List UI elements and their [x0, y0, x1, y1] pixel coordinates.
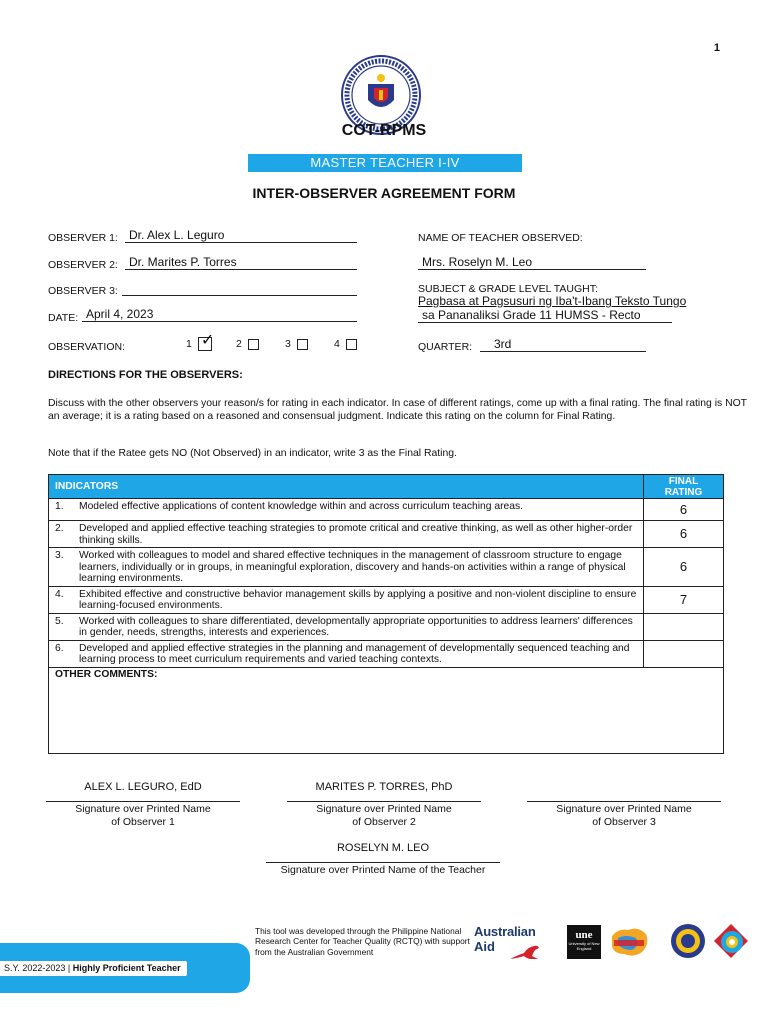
- page-number: 1: [713, 42, 720, 54]
- observer2-field[interactable]: Dr. Marites P. Torres: [125, 256, 357, 270]
- document-title: COT-RPMS: [341, 122, 427, 139]
- footer-credit: This tool was developed through the Philippine National Research Center for Teacher Quality (RCTQ) with support from the Australian Government: [255, 926, 470, 957]
- date-label: DATE:: [48, 312, 79, 324]
- teacher-signature-name: ROSELYN M. LEO: [336, 842, 430, 854]
- observer1-signature-caption: [46, 803, 240, 828]
- other-comments-row: [49, 667, 724, 753]
- observer1-caption-line1: Signature over Printed Name: [75, 803, 211, 815]
- une-logo-subtitle: University of New England: [568, 941, 600, 951]
- rating-cell[interactable]: 6: [644, 499, 724, 521]
- indicator-cell: [49, 548, 644, 587]
- level-banner: MASTER TEACHER I-IV: [248, 154, 522, 172]
- indicator-text: Modeled effective applications of content knowledge within and across curriculum teaching areas.: [79, 501, 523, 512]
- subject-field-line1[interactable]: Pagbasa at Pagsusuri ng Iba't-Ibang Teksto Tungo: [418, 294, 687, 308]
- subject-field-line2[interactable]: sa Pananaliksi Grade 11 HUMSS - Recto: [418, 309, 672, 323]
- table-header-row: [49, 475, 724, 499]
- australian-aid-logo: [474, 924, 554, 964]
- observation-option-4-label: 4: [334, 338, 340, 350]
- final-rating-header: [644, 475, 724, 499]
- indicator-text: Exhibited effective and constructive behavior management skills by applying a positive and non-violent discipline to ensure learning-focused environments.: [79, 588, 637, 611]
- teacher-level: Highly Proficient Teacher: [72, 963, 181, 973]
- other-comments-label: OTHER COMMENTS:: [55, 668, 158, 680]
- indicator-text: Developed and applied effective teaching strategies to promote critical and creative thinking, as well as other higher-order thinking skills.: [79, 523, 633, 546]
- simerr-map-icon: [608, 924, 650, 960]
- observation-option-1-label: 1: [186, 338, 192, 350]
- table-row: [49, 521, 724, 548]
- indicator-text: Worked with colleagues to share differentiated, developmentally appropriate opportunities to address learners' differences in gender, needs, strengths, interests and experiences.: [79, 615, 633, 638]
- indicators-header: INDICATORS: [49, 475, 644, 499]
- school-year: S.Y. 2022-2023 |: [4, 963, 71, 973]
- observation-label: OBSERVATION:: [48, 341, 126, 353]
- observer2-caption-line2: of Observer 2: [352, 815, 416, 828]
- australian-aid-line1: Australian: [474, 924, 536, 939]
- indicator-number: 3.: [55, 550, 64, 561]
- rating-cell[interactable]: [644, 640, 724, 667]
- observation-checkbox-3[interactable]: [297, 339, 308, 350]
- indicator-number: 4.: [55, 588, 64, 600]
- indicators-table: [48, 474, 724, 754]
- subject-label: SUBJECT & GRADE LEVEL TAUGHT:: [418, 283, 598, 295]
- observer2-signature-name: MARITES P. TORRES, PhD: [315, 781, 453, 793]
- observer2-signature-line[interactable]: [287, 801, 481, 802]
- observer3-caption-line2: of Observer 3: [592, 815, 656, 828]
- observation-checkbox-1[interactable]: [198, 332, 215, 351]
- footer-level-strip: [0, 961, 187, 976]
- kangaroo-icon: [508, 943, 548, 961]
- checkmark-icon: ✓: [200, 332, 215, 349]
- observation-option-1[interactable]: [186, 332, 215, 351]
- indicator-cell: [49, 499, 644, 521]
- indicator-number: 2.: [55, 523, 64, 534]
- form-title: INTER-OBSERVER AGREEMENT FORM: [252, 185, 516, 201]
- final-rating-header-line2: RATING: [664, 486, 703, 498]
- observation-option-4[interactable]: [334, 338, 357, 350]
- rating-cell[interactable]: 7: [644, 586, 724, 613]
- final-rating-header-line1: FINAL: [668, 475, 699, 487]
- rating-cell[interactable]: 6: [644, 521, 724, 548]
- table-row: [49, 499, 724, 521]
- observation-option-2[interactable]: [236, 338, 259, 350]
- teacher-signature-line[interactable]: [266, 862, 500, 863]
- table-row: [49, 640, 724, 667]
- directions-heading: DIRECTIONS FOR THE OBSERVERS:: [48, 369, 243, 381]
- teacher-label: NAME OF TEACHER OBSERVED:: [418, 232, 583, 244]
- university-seal-icon: [670, 923, 706, 959]
- observer3-signature-line[interactable]: [527, 801, 721, 802]
- indicator-text: Worked with colleagues to model and shared effective techniques in the management of classroom structure to engage learners, individually or in groups, in meaningful exploration, discovery and hands-on activities within a range of physical learning environments.: [79, 550, 626, 584]
- teacher-signature-caption: Signature over Printed Name of the Teacher: [280, 864, 486, 876]
- indicator-cell: [49, 640, 644, 667]
- indicator-number: 1.: [55, 501, 64, 512]
- observation-option-2-label: 2: [236, 338, 242, 350]
- observer1-caption-line2: of Observer 1: [111, 815, 175, 828]
- une-logo-text: une: [575, 929, 593, 941]
- observer3-caption-line1: Signature over Printed Name: [556, 803, 692, 815]
- table-row: [49, 586, 724, 613]
- observer1-field[interactable]: Dr. Alex L. Leguro: [125, 229, 357, 243]
- indicator-number: 5.: [55, 615, 64, 627]
- observer3-signature-caption: [527, 803, 721, 828]
- une-logo: [567, 925, 601, 959]
- observer1-signature-name: ALEX L. LEGURO, EdD: [84, 781, 202, 793]
- observer1-label: OBSERVER 1:: [48, 232, 118, 244]
- indicator-number: 6.: [55, 642, 64, 654]
- observer2-label: OBSERVER 2:: [48, 259, 118, 271]
- rating-cell[interactable]: [644, 613, 724, 640]
- directions-paragraph: Discuss with the other observers your reason/s for rating in each indicator. In case of different ratings, come up with a final rating. The final rating is NOT an average; it is a rating based on a reasoned and consensual judgment. Indicate this rating on the column for Final Rating.: [48, 398, 747, 422]
- date-field[interactable]: April 4, 2023: [82, 308, 357, 322]
- observer3-field[interactable]: [122, 282, 357, 296]
- indicator-cell: [49, 586, 644, 613]
- rctq-logo-icon: [712, 922, 750, 960]
- observation-option-3[interactable]: [285, 338, 308, 350]
- table-row: [49, 548, 724, 587]
- observer3-label: OBSERVER 3:: [48, 285, 118, 297]
- teacher-field[interactable]: Mrs. Roselyn M. Leo: [418, 256, 646, 270]
- note-paragraph: Note that if the Ratee gets NO (Not Observed) in an indicator, write 3 as the Final Rating.: [48, 448, 457, 459]
- observation-checkbox-2[interactable]: [248, 339, 259, 350]
- indicator-text: Developed and applied effective strategies in the planning and management of developmentally sequenced teaching and learning process to meet curriculum requirements and varied teaching contexts.: [79, 642, 630, 665]
- indicator-cell: [49, 613, 644, 640]
- observer2-caption-line1: Signature over Printed Name: [316, 803, 452, 815]
- rating-cell[interactable]: 6: [644, 548, 724, 587]
- other-comments-box[interactable]: [49, 667, 724, 753]
- observation-option-3-label: 3: [285, 338, 291, 350]
- indicator-cell: [49, 521, 644, 548]
- quarter-label: QUARTER:: [418, 341, 473, 353]
- quarter-field[interactable]: 3rd: [480, 338, 646, 352]
- observer1-signature-line[interactable]: [46, 801, 240, 802]
- australian-aid-line2: Aid: [474, 939, 495, 954]
- footer-tab: [0, 943, 250, 993]
- observer2-signature-caption: [287, 803, 481, 828]
- table-row: [49, 613, 724, 640]
- observation-checkbox-4[interactable]: [346, 339, 357, 350]
